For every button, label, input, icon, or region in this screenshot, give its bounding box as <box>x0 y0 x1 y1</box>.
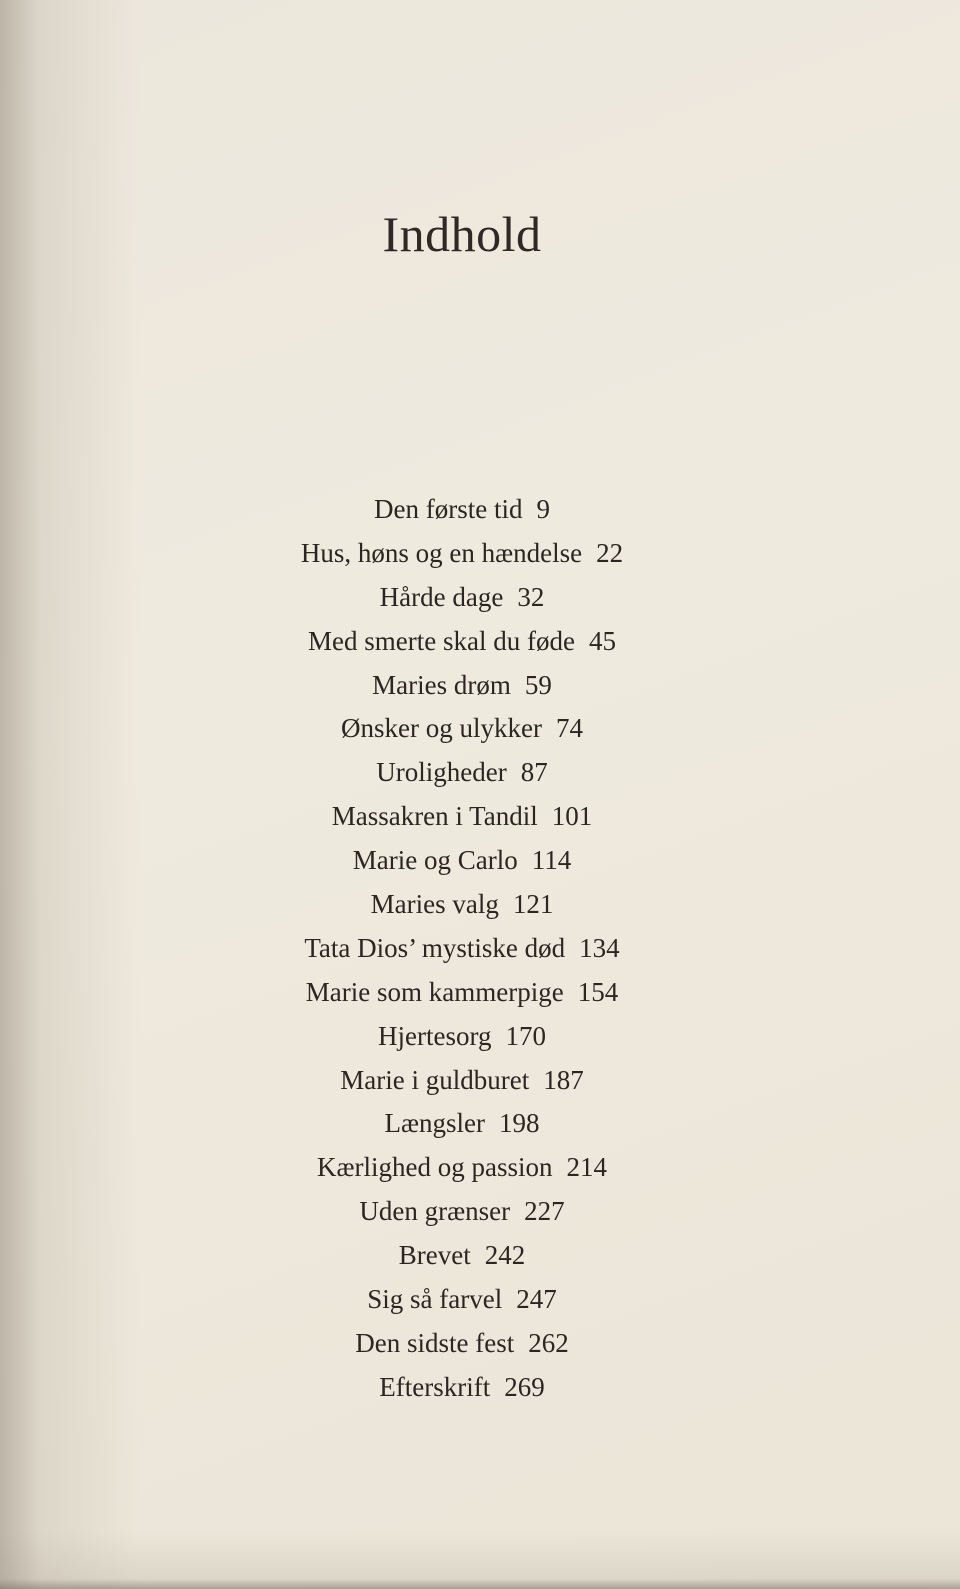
toc-entry-page: 269 <box>504 1371 545 1402</box>
toc-entry-title: Marie i guldburet <box>340 1064 530 1095</box>
toc-entry-page: 262 <box>528 1327 569 1358</box>
toc-entry-page: 22 <box>596 537 624 568</box>
toc-entry <box>0 1322 924 1366</box>
toc-entry <box>0 1015 924 1059</box>
toc-entry <box>0 795 924 839</box>
toc-entry-title: Maries valg <box>370 889 499 920</box>
toc-entry <box>0 751 924 795</box>
toc-entry-page: 121 <box>512 889 554 920</box>
toc-entry-title: Sig så farvel <box>367 1284 503 1315</box>
toc-entry-page: 242 <box>484 1240 526 1271</box>
toc-entry-page: 227 <box>524 1196 565 1227</box>
toc-entry-title: Marie og Carlo <box>352 845 518 876</box>
toc-entry-page: 87 <box>520 757 548 788</box>
toc-entry-title: Tata Dios’ mystiske død <box>304 932 566 963</box>
page-bottom-edge <box>0 1579 960 1589</box>
toc-entry-title: Massakren i Tandil <box>331 801 538 832</box>
toc-entry <box>0 532 924 576</box>
page-title: Indhold <box>382 206 542 262</box>
toc-entry-page: 198 <box>499 1108 540 1139</box>
toc-entry <box>0 883 924 927</box>
toc-entry-title: Hus, høns og en hændelse <box>300 537 583 568</box>
table-of-contents <box>0 488 924 1410</box>
toc-entry-title: Længsler <box>384 1108 485 1139</box>
toc-entry-page: 187 <box>543 1064 584 1095</box>
toc-entry <box>0 1190 924 1234</box>
toc-entry <box>0 1059 924 1103</box>
toc-entry <box>0 927 924 971</box>
toc-entry-page: 170 <box>505 1020 546 1051</box>
toc-entry-title: Uroligheder <box>376 757 507 788</box>
toc-entry-title: Den første tid <box>374 494 523 524</box>
toc-entry-title: Uden grænser <box>359 1196 511 1227</box>
toc-entry <box>0 707 924 751</box>
toc-entry-title: Den sidste fest <box>355 1327 515 1358</box>
toc-entry <box>0 1102 924 1146</box>
toc-entry <box>0 620 924 664</box>
toc-entry-title: Maries drøm <box>372 669 511 700</box>
toc-entry-title: Ønsker og ulykker <box>341 713 542 744</box>
toc-entry <box>0 576 924 620</box>
toc-entry-page: 9 <box>536 494 550 524</box>
toc-entry-page: 247 <box>516 1284 557 1315</box>
toc-entry <box>0 488 924 532</box>
toc-entry-page: 114 <box>531 845 572 876</box>
toc-entry-page: 134 <box>579 932 620 963</box>
toc-entry-page: 214 <box>566 1152 607 1183</box>
toc-entry <box>0 1146 924 1190</box>
toc-entry <box>0 1234 924 1278</box>
toc-entry-title: Brevet <box>398 1240 471 1271</box>
toc-entry-page: 154 <box>577 976 619 1007</box>
toc-entry-page: 45 <box>588 625 616 656</box>
toc-entry <box>0 664 924 708</box>
toc-entry-page: 59 <box>524 669 552 700</box>
toc-entry <box>0 971 924 1015</box>
toc-entry <box>0 1278 924 1322</box>
toc-entry-page: 101 <box>551 801 593 832</box>
toc-entry <box>0 1366 924 1410</box>
toc-entry <box>0 839 924 883</box>
toc-entry-title: Marie som kammerpige <box>305 976 564 1007</box>
toc-entry-page: 74 <box>555 713 583 744</box>
toc-entry-title: Efterskrift <box>379 1371 491 1402</box>
toc-entry-title: Med smerte skal du føde <box>308 625 575 656</box>
toc-entry-title: Hårde dage <box>379 581 504 612</box>
toc-entry-title: Hjertesorg <box>378 1020 492 1051</box>
toc-entry-page: 32 <box>517 581 545 612</box>
toc-entry-title: Kærlighed og passion <box>317 1152 553 1183</box>
